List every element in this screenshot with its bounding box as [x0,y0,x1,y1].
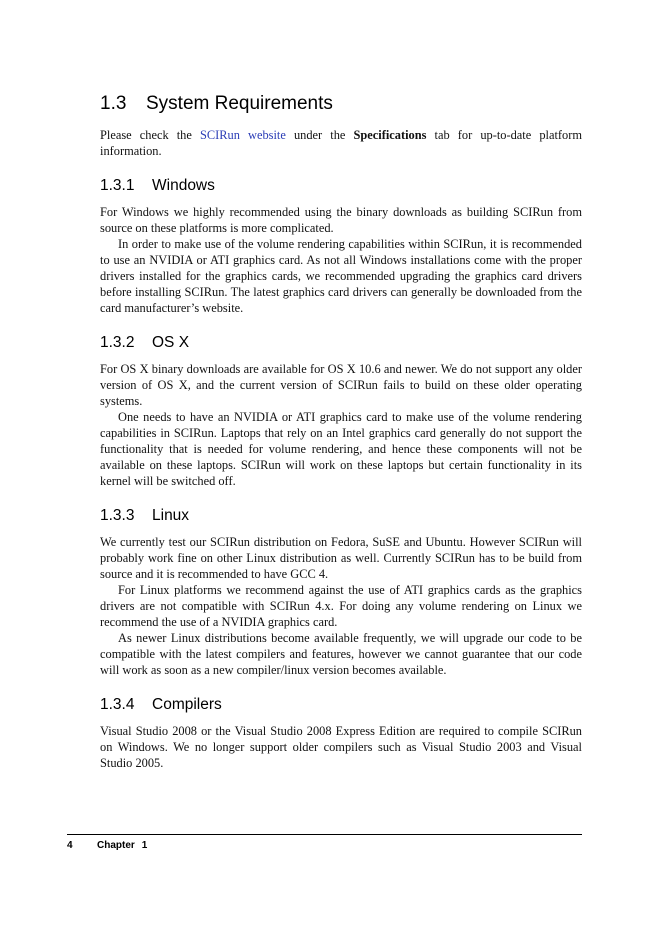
paragraph: As newer Linux distributions become available frequently, we will upgrade our code to be compatible with the latest compilers and features, however we cannot guarantee that our code will work as soon as a new compiler/linux version becomes available. [100,631,582,677]
paragraph: For Linux platforms we recommend against the use of ATI graphics cards as the graphics drivers are not compatible with SCIRun 4.x. For doing any volume rendering on Linux we recommend the use of a NVIDIA graphics card. [100,583,582,629]
subsection-number: 1.3.3 [100,507,135,524]
chapter-number: 1 [141,840,148,851]
subsection-title: Compilers [152,696,222,713]
intro-text: under the [285,128,354,142]
page-content [100,91,582,771]
subsection-number: 1.3.1 [100,177,135,194]
subsection-heading-compilers [100,695,582,715]
subsection-heading-osx [100,333,582,353]
subsection-heading-windows [100,176,582,196]
intro-text: tab for up-to-date platform information. [100,128,582,158]
specifications-bold: Specifications [353,128,427,142]
paragraph: For OS X binary downloads are available for OS X 10.6 and newer. We do not support any older version of OS X, and the current version of SCIRun fails to build on these older operating systems. [100,362,582,408]
paragraph: For Windows we highly recommended using the binary downloads as building SCIRun from source on these platforms is more complicated. [100,205,582,235]
paragraph: We currently test our SCIRun distribution on Fedora, SuSE and Ubuntu. However SCIRun will probably work fine on other Linux distribution as well. Currently SCIRun has to be build from source and it is recommended to have GCC 4. [100,535,582,581]
subsection-title: Linux [152,507,190,524]
subsection-number: 1.3.2 [100,334,135,351]
section-number: 1.3 [100,93,127,114]
section-title: System Requirements [146,93,333,114]
scirun-website-link[interactable]: SCIRun website [199,128,286,142]
chapter-word: Chapter [97,840,135,851]
subsection-heading-linux [100,506,582,526]
paragraph: In order to make use of the volume rendering capabilities within SCIRun, it is recommended to use an NVIDIA or ATI graphics card. As not all Windows installations come with the proper drivers installed for the graphics cards, we recommended upgrading the graphics card drivers before installing SCIRun. The latest graphics card drivers can generally be downloaded from the card manufacturer’s website. [100,237,582,315]
subsection-title: Windows [152,177,215,194]
subsection-number: 1.3.4 [100,696,135,713]
section-intro [100,127,582,159]
section-heading [100,91,582,117]
footer-divider [67,834,582,835]
paragraph: Visual Studio 2008 or the Visual Studio 2008 Express Edition are required to compile SCIRun on Windows. We no longer support older compilers such as Visual Studio 2003 and Visual Studio 2005. [100,724,582,770]
paragraph: One needs to have an NVIDIA or ATI graphics card to make use of the volume rendering capabilities in SCIRun. Laptops that rely on an Intel graphics card generally do not support the functionality that is needed for volume rendering, and hence these components will not be available on these laptops. SCIRun will work on these laptops but certain functionality in its kernel will be switched off. [100,410,582,488]
chapter-label [97,840,147,851]
intro-text: Please check the [100,128,200,142]
subsection-title: OS X [152,334,190,351]
page-number: 4 [67,840,73,851]
